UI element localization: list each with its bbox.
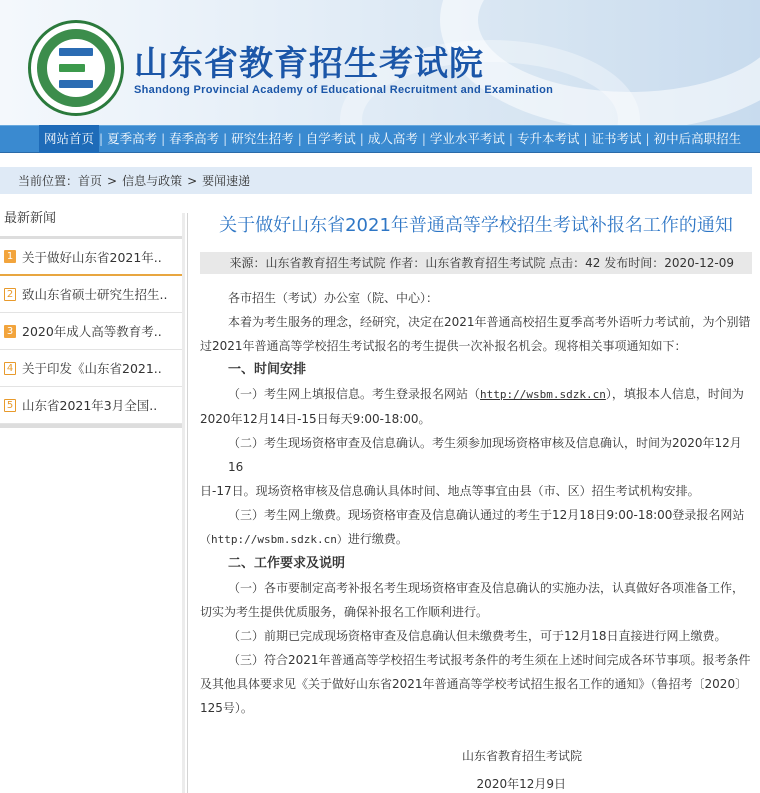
article-paragraph: （三）考生网上缴费。现场资格审查及信息确认通过的考生于12月18日9:00-18:00登录报名网站 <box>228 508 745 522</box>
news-number-badge: 1 <box>4 250 16 263</box>
registration-link[interactable]: （http://wsbm.sdzk.cn） <box>200 533 348 546</box>
article <box>200 212 752 793</box>
article-paragraph: 过2021年普通高等学校招生考试报名的考生提供一次补报名机会。现将相关事项通知如下： <box>200 339 687 353</box>
article-paragraph: 及其他具体要求见《关于做好山东省2021年普通高等学校考试招生报名工作的通知》（鲁招考〔2020〕 <box>200 677 748 691</box>
nav-item-summer-exam[interactable]: 夏季高考 <box>107 131 158 146</box>
breadcrumb-info-policy[interactable]: 信息与政策 <box>122 174 183 188</box>
news-number-badge: 4 <box>4 362 16 375</box>
breadcrumb-news[interactable]: 要闻速递 <box>202 174 251 188</box>
nav-item-graduate[interactable]: 研究生招考 <box>231 131 294 146</box>
breadcrumb-home[interactable]: 首页 <box>78 174 103 188</box>
sidebar-heading: 最新新闻 <box>4 211 57 226</box>
news-number-badge: 3 <box>4 325 16 338</box>
paragraph-text: （一）考生网上填报信息。考生登录报名网站（ <box>228 387 481 401</box>
nav-item-self-study[interactable]: 自学考试 <box>305 131 356 146</box>
nav-item-upgrade-exam[interactable]: 专升本考试 <box>516 131 580 146</box>
article-paragraph: 125号）。 <box>200 701 253 715</box>
sidebar-news-item[interactable] <box>0 239 183 276</box>
article-greeting: 各市招生（考试）办公室（院、中心）： <box>228 291 439 305</box>
sidebar-news-item[interactable] <box>0 387 183 424</box>
registration-link[interactable]: http://wsbm.sdzk.cn <box>480 388 606 401</box>
nav-separator: | <box>645 132 650 146</box>
article-paragraph: （二）考生现场资格审查及信息确认。考生须参加现场资格审核及信息确认，时间为2020年12月16 <box>228 436 742 474</box>
site-logo[interactable] <box>28 20 124 116</box>
nav-item-home[interactable]: 网站首页 <box>39 125 99 153</box>
nav-item-proficiency[interactable]: 学业水平考试 <box>429 131 505 146</box>
nav-separator: | <box>508 132 513 146</box>
article-paragraph: （三）符合2021年普通高等学校招生考试报考条件的考生须在上述时间完成各环节事项。报考条件 <box>228 653 751 667</box>
nav-separator: | <box>223 132 228 146</box>
sidebar-bottom-bar <box>0 424 183 428</box>
article-meta: 来源：山东省教育招生考试院 作者：山东省教育招生考试院 点击：42 发布时间：2020-12-09 <box>200 252 752 274</box>
column-divider <box>182 213 185 793</box>
breadcrumb <box>0 167 752 194</box>
nav-separator: | <box>297 132 302 146</box>
nav-item-adult-exam[interactable]: 成人高考 <box>367 131 418 146</box>
news-title[interactable]: 致山东省硕士研究生招生.. <box>22 287 168 302</box>
news-number-badge: 2 <box>4 288 16 301</box>
sidebar-news-item[interactable] <box>0 313 183 350</box>
sidebar-news-item[interactable] <box>0 350 183 387</box>
sidebar-news-item[interactable] <box>0 276 183 313</box>
section-heading: 二、工作要求及说明 <box>228 556 346 571</box>
paragraph-text: 进行缴费。 <box>347 532 408 546</box>
breadcrumb-prefix: 当前位置： <box>18 174 79 188</box>
news-title[interactable]: 山东省2021年3月全国.. <box>22 398 158 413</box>
article-paragraph: 2020年12月14日-15日每天9:00-18:00。 <box>200 412 431 426</box>
nav-separator: | <box>161 132 166 146</box>
sidebar-latest-news <box>0 208 183 428</box>
site-subtitle: Shandong Provincial Academy of Educational Recruitment and Examination <box>134 84 554 96</box>
nav-item-certificate[interactable]: 证书考试 <box>591 131 642 146</box>
article-paragraph: （一）各市要制定高考补报名考生现场资格审查及信息确认的实施办法，认真做好各项准备工作， <box>228 581 745 595</box>
section-heading: 一、时间安排 <box>228 362 307 377</box>
article-paragraph: （二）前期已完成现场资格审查及信息确认但未缴费考生，可于12月18日直接进行网上缴费。 <box>228 629 727 643</box>
news-number-badge: 5 <box>4 399 16 412</box>
nav-separator: | <box>359 132 364 146</box>
news-title[interactable]: 关于印发《山东省2021.. <box>22 361 162 376</box>
nav-item-spring-exam[interactable]: 春季高考 <box>169 131 220 146</box>
news-title[interactable]: 2020年成人高等教育考.. <box>22 324 162 339</box>
news-title[interactable]: 关于做好山东省2021年.. <box>22 249 162 265</box>
article-title: 关于做好山东省2021年普通高等学校招生考试补报名工作的通知 <box>219 215 733 236</box>
article-paragraph: 日-17日。现场资格审核及信息确认具体时间、地点等事宜由县（市、区）招生考试机构安排。 <box>200 484 700 498</box>
article-paragraph <box>200 527 752 552</box>
article-signature: 山东省教育招生考试院 <box>461 749 582 763</box>
main-nav <box>0 125 760 153</box>
paragraph-text: ），填报本人信息，时间为 <box>605 387 744 401</box>
article-paragraph <box>200 382 752 407</box>
column-divider <box>187 213 188 793</box>
nav-separator: | <box>421 132 426 146</box>
site-header <box>0 0 760 125</box>
article-date: 2020年12月9日 <box>476 777 566 791</box>
breadcrumb-separator: > <box>187 173 198 188</box>
nav-item-vocational[interactable]: 初中后高职招生 <box>653 131 742 146</box>
article-paragraph: 本着为考生服务的理念，经研究，决定在2021年普通高校招生夏季高考外语听力考试前，为个别错 <box>228 315 751 329</box>
nav-separator: | <box>99 132 104 146</box>
article-paragraph: 切实为考生提供优质服务，确保补报名工作顺利进行。 <box>200 605 489 619</box>
article-body <box>200 286 752 720</box>
breadcrumb-separator: > <box>107 173 118 188</box>
nav-separator: | <box>583 132 588 146</box>
logo-e-icon <box>59 48 93 88</box>
site-title: 山东省教育招生考试院 <box>134 44 484 84</box>
